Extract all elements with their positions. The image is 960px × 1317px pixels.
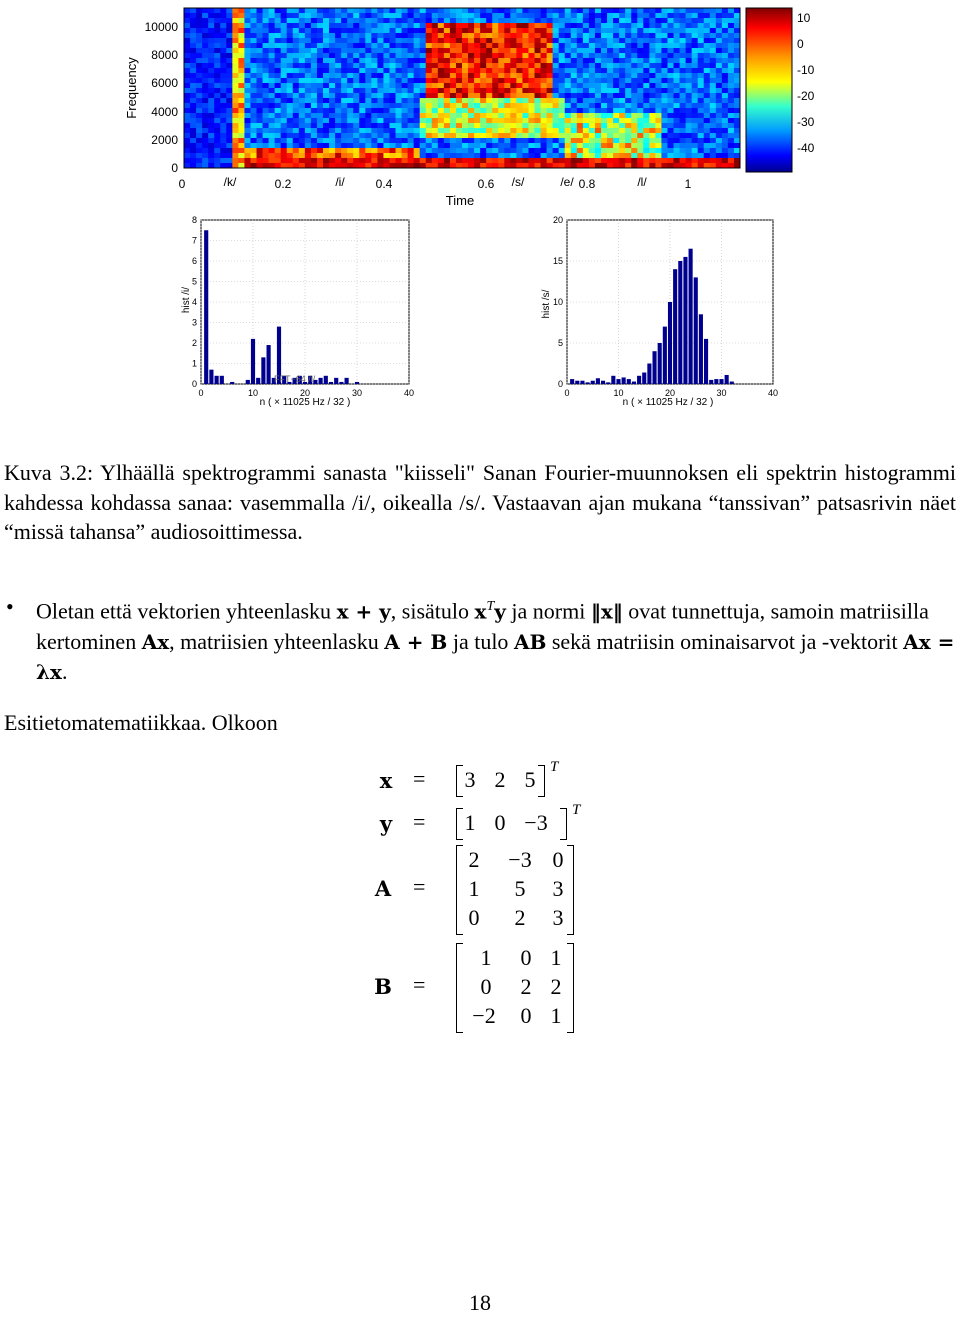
eq-a-r1c1: 2 xyxy=(468,847,480,872)
phoneme-label: /i/ xyxy=(335,175,345,189)
math-eigen: Ax = λx xyxy=(36,629,955,685)
spectrogram-ytick: 2000 xyxy=(151,133,178,147)
spectrogram-ytick: 0 xyxy=(171,161,178,175)
math-x-plus-y: x + y xyxy=(336,599,391,624)
eq-y-transpose: T xyxy=(572,802,581,818)
eq-b-bracket-right xyxy=(567,943,574,1033)
eq-a-r2c2: 5 xyxy=(514,876,526,901)
eq-x-lhs: x xyxy=(379,768,393,793)
xtick-label: 40 xyxy=(403,388,415,398)
eq-b-r2c1: 0 xyxy=(480,974,492,999)
histogram-s-ylabel: hist /s/ xyxy=(541,289,552,319)
spectrogram-xtick: 0.4 xyxy=(375,177,393,191)
ytick-label: 8 xyxy=(191,215,197,225)
math-ab: AB xyxy=(513,629,547,654)
spectrogram-xtick: 0.6 xyxy=(477,177,495,191)
eq-a-lhs: A xyxy=(374,876,392,901)
eq-b-r1c1: 1 xyxy=(480,945,492,970)
eq-b-r2c3: 2 xyxy=(550,974,562,999)
ytick-label: 1 xyxy=(191,358,197,369)
colorbar-tick: -40 xyxy=(797,141,815,155)
page-number: 18 xyxy=(469,1290,491,1315)
colorbar-tick: 0 xyxy=(797,37,804,51)
spectrogram-ytick: 6000 xyxy=(151,76,178,90)
spectrogram-xtick: 0 xyxy=(178,177,186,191)
ytick-label: 10 xyxy=(552,297,563,307)
xtick-label: 10 xyxy=(247,388,259,398)
colorbar-tick: 10 xyxy=(797,11,811,25)
eq-y-bracket-right xyxy=(560,808,567,840)
eq-b-r3c1: −2 xyxy=(472,1003,496,1028)
bullet-text-5: , matriisien yhteenlasku xyxy=(169,628,385,654)
phoneme-label: /s/ xyxy=(511,175,525,189)
spectrogram-ytick: 10000 xyxy=(144,20,178,34)
ytick-label: 2 xyxy=(191,338,197,348)
eq-x-transpose: T xyxy=(550,759,559,775)
eq-a-r3c2: 2 xyxy=(514,905,526,930)
phoneme-label: /e/ xyxy=(560,175,574,189)
xtick-label: 30 xyxy=(716,388,727,398)
eq-b-r1c2: 0 xyxy=(520,945,532,970)
math-y: y xyxy=(494,599,506,624)
eq-b-r2c2: 2 xyxy=(520,974,532,999)
eq-y-equals: = xyxy=(413,809,426,834)
histogram-i-ylabel: hist /i/ xyxy=(181,286,192,314)
eq-a-r1c2: −3 xyxy=(508,847,532,872)
spectrogram-ytick: 8000 xyxy=(151,48,178,62)
ytick-label: 3 xyxy=(191,317,197,328)
eq-a-equals: = xyxy=(413,874,426,899)
xtick-label: 0 xyxy=(564,388,570,398)
eq-x-bracket-right xyxy=(538,765,545,797)
math-xt: x xyxy=(474,599,487,624)
eq-x-v1: 3 xyxy=(464,767,476,792)
bullet-text-8: . xyxy=(61,659,68,685)
bullet-text-2: , sisätulo xyxy=(390,598,475,624)
intro-line: Esitietomatematiikkaa. Olkoon xyxy=(4,710,278,735)
eq-b-r3c3: 1 xyxy=(550,1003,562,1028)
ytick-label: 15 xyxy=(552,256,563,266)
eq-b-r3c2: 0 xyxy=(520,1003,532,1028)
colorbar-tick: -20 xyxy=(797,89,815,103)
math-ax: Ax xyxy=(141,629,170,654)
xtick-label: 40 xyxy=(767,388,779,398)
xtick-label: 0 xyxy=(198,388,204,398)
spectrogram-xtick: 0.8 xyxy=(578,177,596,191)
spectrogram-ylabel: Frequency xyxy=(124,57,139,119)
eq-y-v1: 1 xyxy=(464,810,476,835)
xtick-label: 10 xyxy=(613,388,624,398)
eq-y-lhs: y xyxy=(379,811,393,836)
ytick-label: 4 xyxy=(191,297,197,307)
eq-a-bracket-right xyxy=(567,845,574,935)
ytick-label: 0 xyxy=(191,379,197,389)
eq-a-r2c1: 1 xyxy=(468,876,480,901)
ytick-label: 5 xyxy=(191,276,197,287)
colorbar-tick: -10 xyxy=(797,63,815,77)
bullet-text-1: Oletan että vektorien yhteenlasku xyxy=(36,598,337,624)
eq-x-v3: 5 xyxy=(524,767,536,792)
eq-a-r2c3: 3 xyxy=(552,876,564,901)
xtick-label: 20 xyxy=(664,388,676,398)
histogram-s-xlabel: n ( × 11025 Hz / 32 ) xyxy=(622,397,714,408)
histogram-i-overlay: FFT−64 /i/ xyxy=(274,374,316,384)
eq-x-equals: = xyxy=(413,766,426,791)
bullet-text-3: ja normi xyxy=(505,598,591,624)
ytick-label: 5 xyxy=(557,338,563,348)
bullet-text-4: ovat tunnettuja, samoin matriisilla kertominen xyxy=(36,598,929,654)
eq-b-equals: = xyxy=(413,972,426,997)
eq-a-r3c1: 0 xyxy=(468,905,480,930)
phoneme-label: /l/ xyxy=(637,175,647,189)
math-transpose: T xyxy=(486,599,495,614)
eq-b-lhs: B xyxy=(374,974,392,999)
eq-b-r1c3: 1 xyxy=(550,945,562,970)
math-norm: ‖x‖ xyxy=(590,599,623,624)
ytick-label: 0 xyxy=(557,379,563,389)
xtick-label: 20 xyxy=(299,388,311,398)
spectrogram-ytick: 4000 xyxy=(151,105,178,119)
colorbar-tick: -30 xyxy=(797,115,815,129)
eq-x-v2: 2 xyxy=(494,767,506,792)
math-a-plus-b: A + B xyxy=(384,629,448,654)
eq-a-r3c3: 3 xyxy=(552,905,564,930)
eq-y-v3: −3 xyxy=(524,810,548,835)
spectrogram-xlabel: Time xyxy=(445,193,475,208)
xtick-label: 30 xyxy=(351,388,363,398)
bullet-dot: • xyxy=(6,594,14,619)
ytick-label: 7 xyxy=(191,235,197,246)
ytick-label: 20 xyxy=(552,215,563,225)
ytick-label: 6 xyxy=(191,256,197,266)
bullet-text-6: ja tulo xyxy=(447,628,514,654)
spectrogram-xtick: 0.2 xyxy=(274,177,292,191)
spectrogram-xtick: 1 xyxy=(684,177,692,191)
eq-y-v2: 0 xyxy=(494,810,506,835)
phoneme-label: /k/ xyxy=(223,175,237,189)
histogram-i-xlabel: n ( × 11025 Hz / 32 ) xyxy=(259,397,351,408)
bullet-text-7: sekä matriisin ominaisarvot ja -vektorit xyxy=(546,628,904,654)
figure-caption: Kuva 3.2: Ylhäällä spektrogrammi sanasta "kiisseli" Sanan Fourier-muunnoksen eli spektrin histogrammi kahdessa kohdassa sanaa: vasemmalla /i/, oikealla /s/. Vastaavan ajan mukana “tanssivan” patsasrivin näet “missä tahansa” audiosoittimessa. xyxy=(4,460,956,544)
eq-a-r1c3: 0 xyxy=(552,847,564,872)
